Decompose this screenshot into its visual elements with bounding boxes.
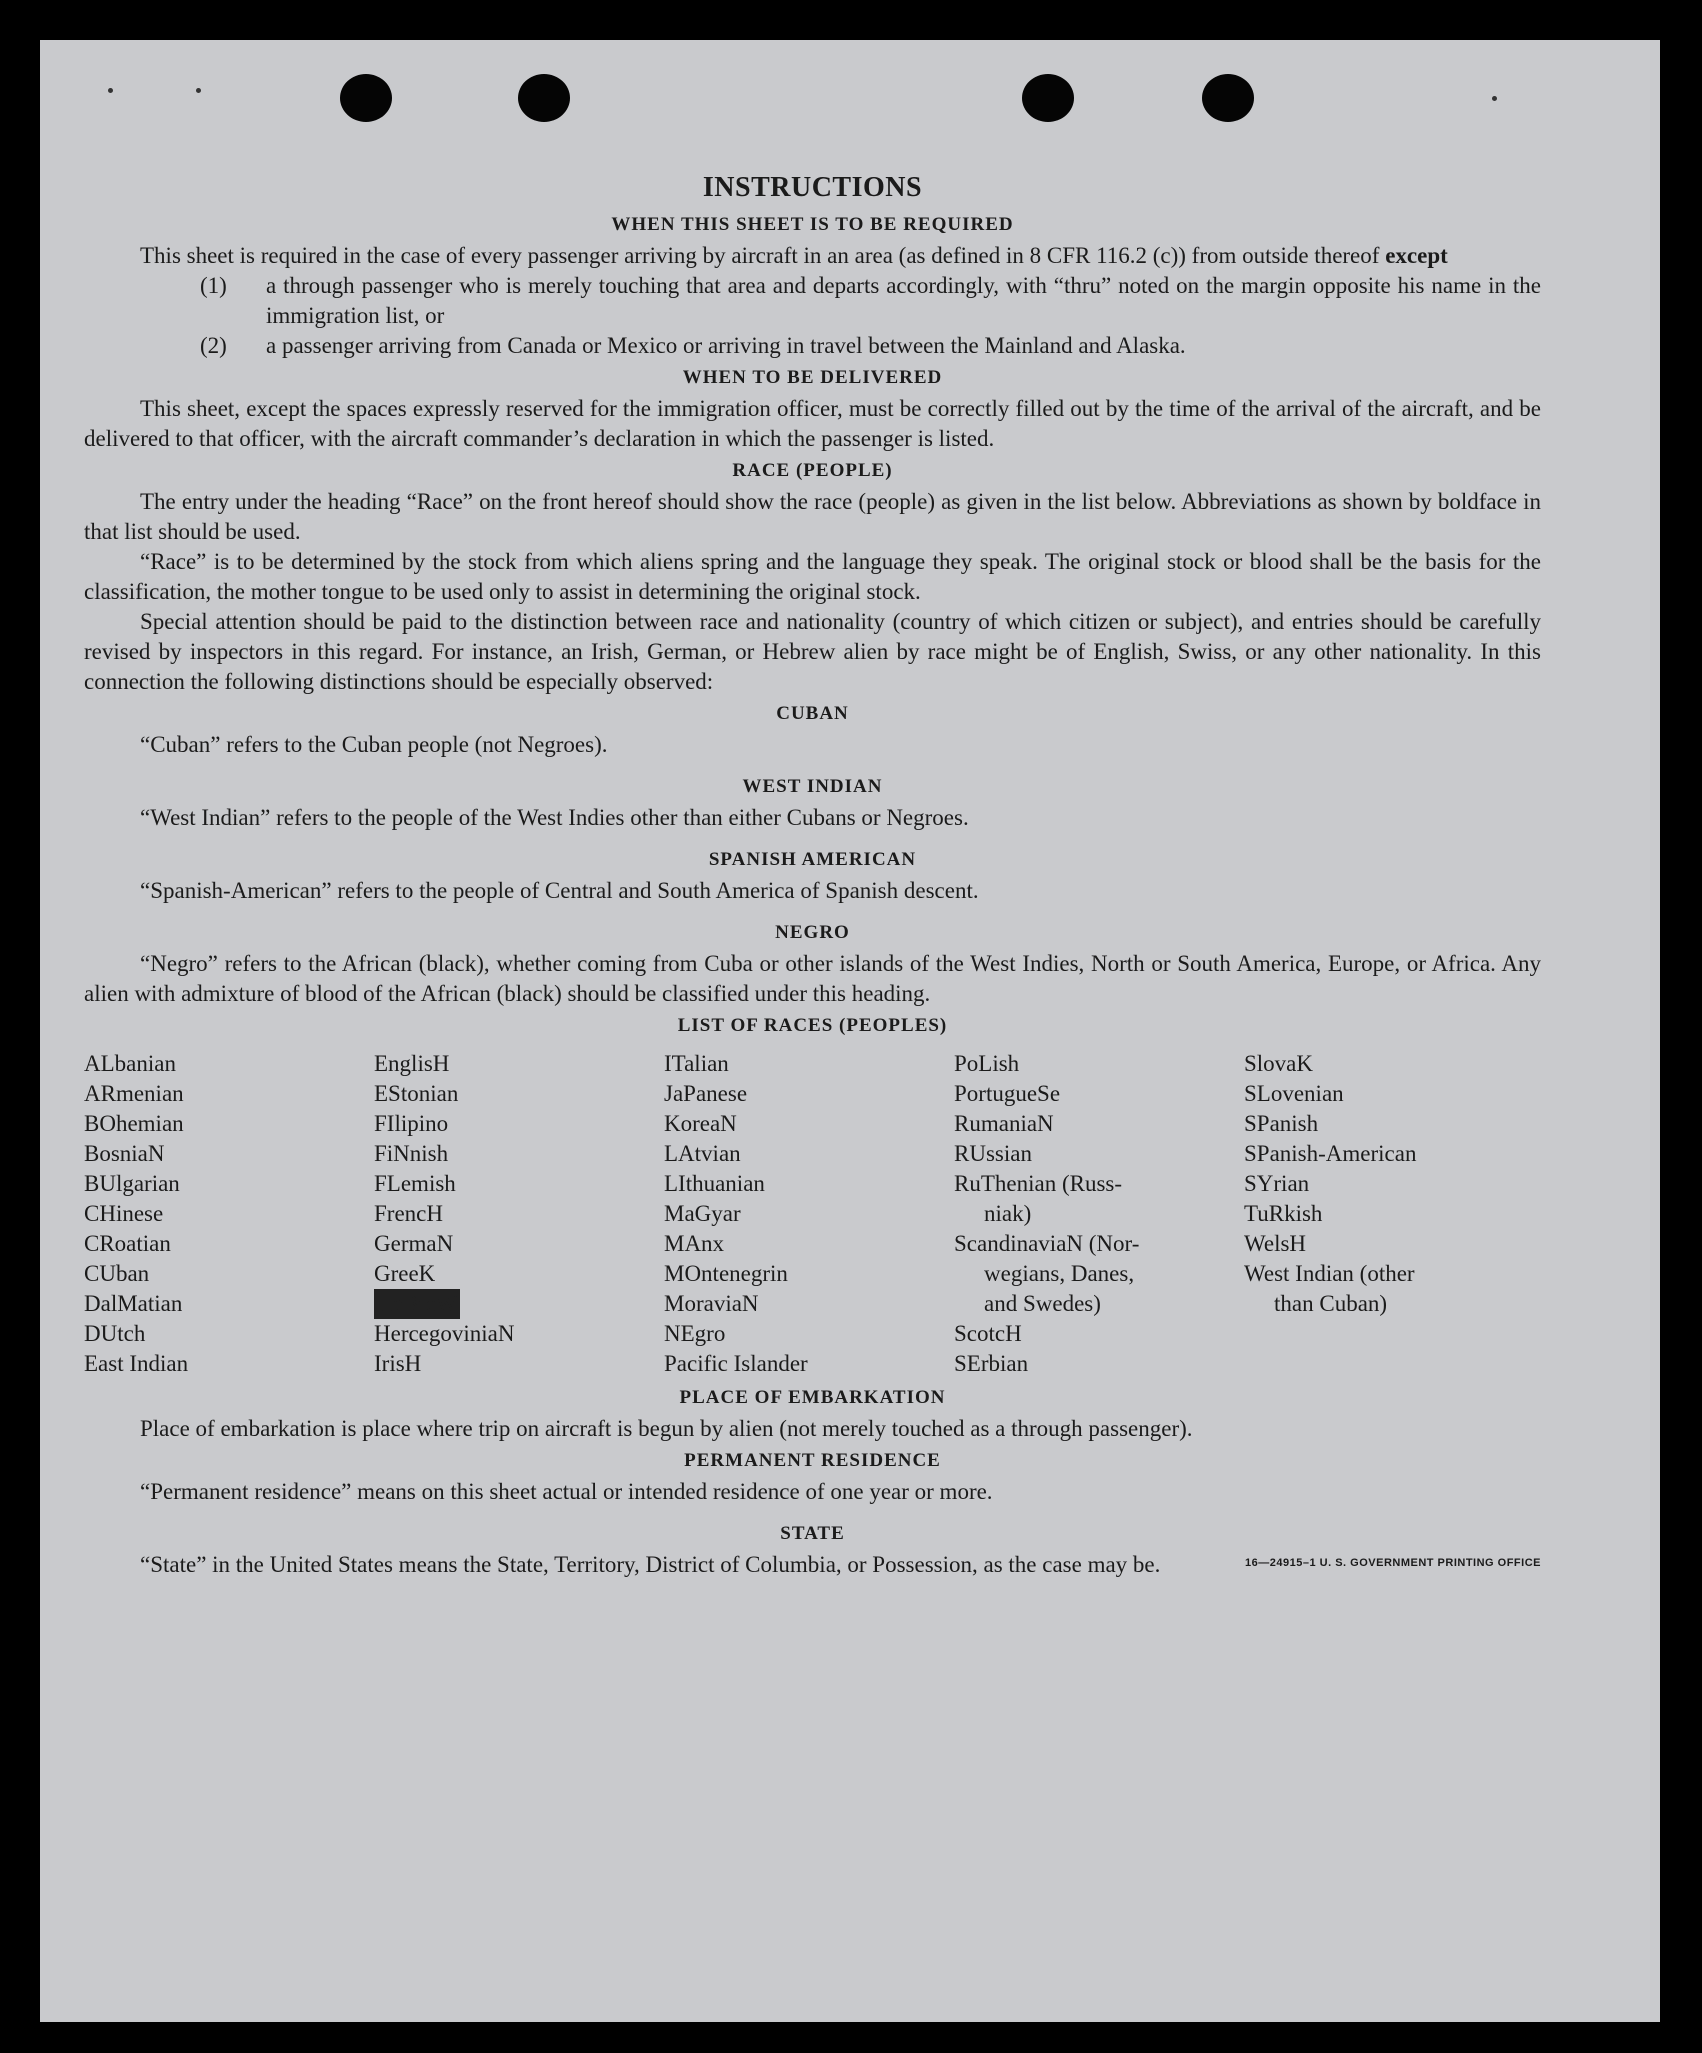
section-heading-residence: PERMANENT RESIDENCE (684, 1450, 941, 1471)
race-entry: RuThenian (Russ- (954, 1171, 1123, 1196)
race-entry: than Cuban) (1274, 1291, 1388, 1316)
race-entry: FrencH (374, 1201, 443, 1226)
race-entry: LIthuanian (664, 1171, 765, 1196)
race-entry: MOntenegrin (664, 1261, 788, 1286)
page-title: INSTRUCTIONS (702, 172, 923, 203)
race-entry: HeBreW (374, 1289, 664, 1319)
required-item-text: a passenger arriving from Canada or Mexico or arriving in travel between the Mainland and Alaska. (266, 333, 1186, 358)
punch-hole (1202, 74, 1254, 122)
race-entry: LAtvian (664, 1141, 741, 1166)
race-entry: SPanish-American (1244, 1141, 1417, 1166)
race-entry: PoLish (954, 1051, 1020, 1076)
race-entry: BUlgarian (84, 1171, 180, 1196)
race-entry: SLovenian (1244, 1081, 1344, 1106)
race-entry: MoraviaN (664, 1291, 759, 1316)
required-item-number: (2) (200, 333, 227, 358)
race-entry: MaGyar (664, 1201, 741, 1226)
race-paragraph-1: The entry under the heading “Race” on the front hereof should show the race (people) as given in the list below. Abbreviations as shown by boldface in that list should be used. (84, 489, 1541, 544)
race-entry: and Swedes) (984, 1291, 1101, 1316)
negro-text: “Negro” refers to the African (black), whether coming from Cuba or other islands of the West Indies, North or South America, Europe, or Africa. Any alien with admixture of blood of the African (black) should be classified under this heading. (84, 951, 1541, 1006)
section-heading-delivered: WHEN TO BE DELIVERED (682, 367, 943, 388)
print-code: 16—24915–1 U. S. GOVERNMENT PRINTING OFFICE (1245, 1557, 1541, 1569)
race-entry: PortugueSe (954, 1081, 1061, 1106)
race-entry: niak) (984, 1201, 1032, 1226)
speck (1492, 96, 1497, 101)
race-entry: EStonian (374, 1081, 459, 1106)
race-entry: ScotcH (954, 1321, 1022, 1346)
race-entry: SlovaK (1244, 1051, 1313, 1076)
speck (196, 88, 201, 93)
race-entry: CUban (84, 1261, 150, 1286)
race-entry: BosniaN (84, 1141, 165, 1166)
required-intro (84, 241, 1541, 271)
race-entry: Pacific Islander (664, 1351, 808, 1376)
instructions-content (84, 168, 1541, 1580)
punch-hole (340, 74, 392, 122)
required-item-2 (200, 331, 1541, 361)
race-entry: RumaniaN (954, 1111, 1054, 1136)
race-entry: RUssian (954, 1141, 1032, 1166)
embarkation-text: Place of embarkation is place where trip on aircraft is begun by alien (not merely touched as a through passenger). (140, 1416, 1193, 1441)
race-entry: BOhemian (84, 1111, 184, 1136)
section-heading-race: RACE (PEOPLE) (732, 460, 893, 481)
races-column (664, 1049, 954, 1379)
section-heading-state: STATE (780, 1523, 845, 1544)
race-entry: SYrian (1244, 1171, 1310, 1196)
races-column (954, 1049, 1244, 1379)
race-entry: FLemish (374, 1171, 456, 1196)
punch-hole (518, 74, 570, 122)
race-entry: East Indian (84, 1351, 189, 1376)
residence-text: “Permanent residence” means on this sheet actual or intended residence of one year or more. (140, 1479, 993, 1504)
race-entry: TuRkish (1244, 1201, 1323, 1226)
west-indian-text: “West Indian” refers to the people of the West Indies other than either Cubans or Negroes. (140, 805, 969, 830)
section-heading-cuban: CUBAN (776, 703, 849, 724)
state-text: “State” in the United States means the State, Territory, District of Columbia, or Possession, as the case may be. (140, 1552, 1161, 1577)
race-entry: ARmenian (84, 1081, 184, 1106)
race-entry: SErbian (954, 1351, 1029, 1376)
races-column (1244, 1049, 1534, 1379)
required-intro-text: This sheet is required in the case of every passenger arriving by aircraft in an area (as defined in 8 CFR 116.2 (c)) from outside thereof (140, 243, 1386, 268)
required-item-text: a through passenger who is merely touching that area and departs accordingly, with “thru” noted on the margin opposite his name in the immigration list, or (266, 273, 1541, 328)
punch-hole (1022, 74, 1074, 122)
cuban-text: “Cuban” refers to the Cuban people (not Negroes). (140, 732, 608, 757)
required-item-number: (1) (200, 273, 227, 298)
race-entry: CHinese (84, 1201, 164, 1226)
section-heading-embarkation: PLACE OF EMBARKATION (679, 1387, 946, 1408)
section-heading-spanish-american: SPANISH AMERICAN (708, 849, 917, 870)
delivered-text: This sheet, except the spaces expressly reserved for the immigration officer, must be correctly filled out by the time of the arrival of the aircraft, and be delivered to that officer, with the aircraft commander’s declaration in which the passenger is listed. (84, 396, 1541, 451)
race-entry: ITalian (664, 1051, 729, 1076)
race-entry: SPanish (1244, 1111, 1319, 1136)
section-heading-required: WHEN THIS SHEET IS TO BE REQUIRED (611, 214, 1014, 235)
race-entry: HercegoviniaN (374, 1321, 515, 1346)
race-entry: WelsH (1244, 1231, 1307, 1256)
race-paragraph-3: Special attention should be paid to the distinction between race and nationality (country of which citizen or subject), and entries should be carefully revised by inspectors in this regard. For instance, an Irish, German, or Hebrew alien by race might be of English, Swiss, or any other nationality. In this connection the following distinctions should be especially observed: (84, 609, 1541, 694)
state-row (84, 1550, 1541, 1580)
spanish-american-text: “Spanish-American” refers to the people of Central and South America of Spanish descent. (140, 878, 979, 903)
race-entry: EnglisH (374, 1051, 450, 1076)
race-entry: DalMatian (84, 1291, 183, 1316)
race-entry: wegians, Danes, (984, 1261, 1135, 1286)
race-entry: IrisH (374, 1351, 422, 1376)
races-column (374, 1049, 664, 1379)
race-entry: NEgro (664, 1321, 726, 1346)
section-heading-negro: NEGRO (775, 922, 850, 943)
section-heading-west-indian: WEST INDIAN (742, 776, 883, 797)
document-sheet (40, 40, 1660, 2022)
race-entry: FIlipino (374, 1111, 449, 1136)
section-heading-races-list: LIST OF RACES (PEOPLES) (677, 1015, 948, 1036)
race-entry: GreeK (374, 1261, 436, 1286)
race-entry: KoreaN (664, 1111, 737, 1136)
race-entry: MAnx (664, 1231, 725, 1256)
race-entry: GermaN (374, 1231, 454, 1256)
race-entry: CRoatian (84, 1231, 171, 1256)
required-intro-except: except (1385, 243, 1448, 268)
race-entry: JaPanese (664, 1081, 748, 1106)
race-entry: ALbanian (84, 1051, 176, 1076)
race-entry: West Indian (other (1244, 1261, 1415, 1286)
race-entry: FiNnish (374, 1141, 449, 1166)
races-list (84, 1049, 1541, 1379)
races-column (84, 1049, 374, 1379)
speck (108, 88, 113, 93)
required-item-1 (200, 271, 1541, 331)
race-paragraph-2: “Race” is to be determined by the stock from which aliens spring and the language they speak. The original stock or blood shall be the basis for the classification, the mother tongue to be used only to assist in determining the original stock. (84, 549, 1541, 604)
race-entry: DUtch (84, 1321, 146, 1346)
race-entry: ScandinaviaN (Nor- (954, 1231, 1140, 1256)
